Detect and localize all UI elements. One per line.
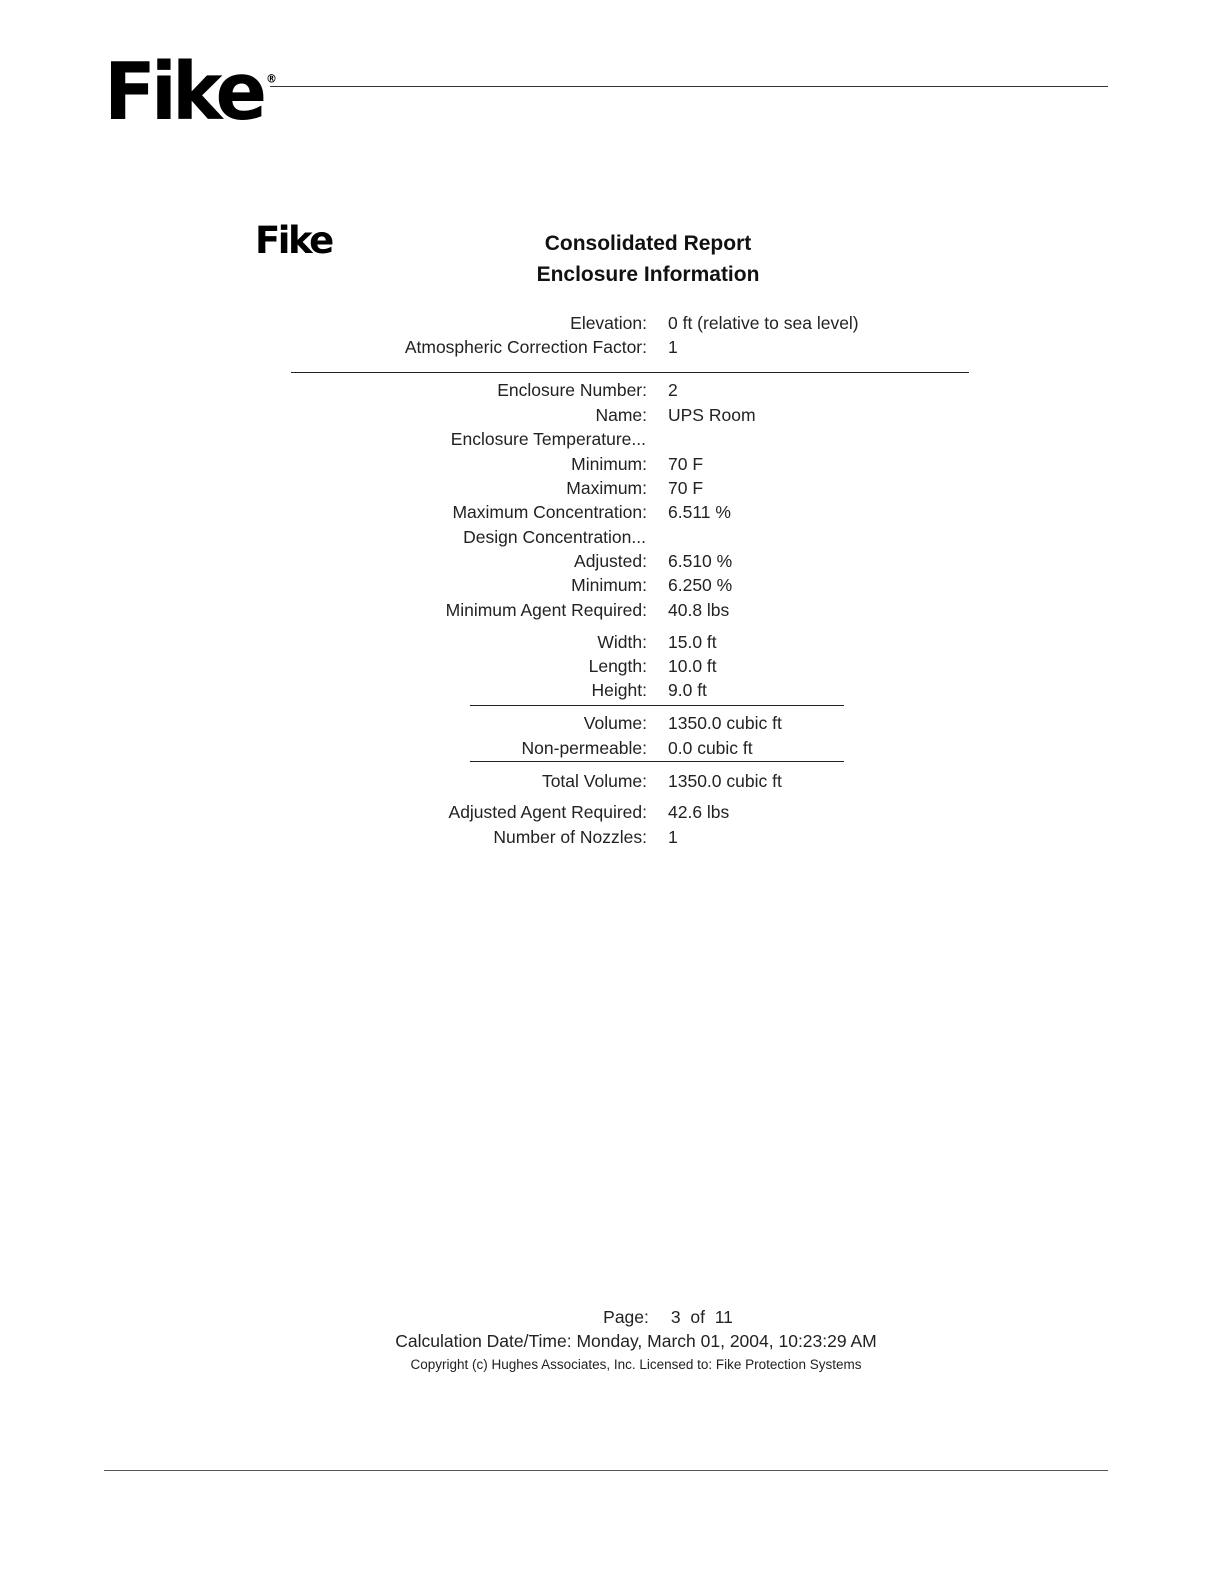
page-total: 11: [714, 1307, 733, 1327]
field-row: [0, 429, 1224, 453]
page-indicator: [56, 1307, 1224, 1328]
field-value: UPS Room: [668, 405, 756, 425]
field-value: 2: [668, 380, 678, 400]
registered-mark: ®: [266, 71, 278, 86]
field-label: Enclosure Number:: [497, 380, 647, 400]
field-label: Volume:: [583, 713, 647, 733]
field-label: Minimum:: [571, 575, 647, 595]
field-value: 42.6 lbs: [668, 802, 730, 822]
field-row: [0, 771, 1224, 795]
field-value: 6.511 %: [668, 502, 731, 522]
field-row: [0, 478, 1224, 502]
page-label: Page:: [603, 1307, 649, 1327]
header-rule: [270, 86, 1108, 87]
field-label: Non-permeable:: [521, 738, 647, 758]
page-current: 3: [670, 1307, 681, 1327]
field-row: [0, 713, 1224, 737]
field-row: [0, 738, 1224, 762]
field-label: Enclosure Temperature...: [450, 429, 646, 449]
field-label: Width:: [597, 632, 647, 652]
field-row: [0, 656, 1224, 680]
page-of: of: [690, 1307, 705, 1327]
field-row: [0, 337, 1224, 361]
subtotal-divider: [470, 705, 844, 706]
field-row: [0, 802, 1224, 826]
field-value: 1350.0 cubic ft: [668, 713, 782, 733]
field-row: [0, 454, 1224, 478]
field-value: 9.0 ft: [668, 680, 707, 700]
field-label: Length:: [588, 656, 647, 676]
field-row: [0, 380, 1224, 404]
report-subtitle: Enclosure Information: [536, 263, 760, 286]
field-row: [0, 827, 1224, 851]
calculation-datetime: Calculation Date/Time: Monday, March 01, 2004, 10:23:29 AM: [395, 1331, 877, 1351]
field-label: Name:: [595, 405, 647, 425]
total-divider: [470, 761, 844, 762]
field-label: Maximum:: [566, 478, 647, 498]
report-logo: Fike: [255, 219, 332, 262]
field-label: Total Volume:: [541, 771, 647, 791]
field-row: [0, 680, 1224, 704]
field-row: [0, 405, 1224, 429]
fike-logo: [104, 44, 278, 139]
field-label: Design Concentration...: [463, 527, 646, 547]
field-value: 0.0 cubic ft: [668, 738, 753, 758]
section-divider: [291, 372, 969, 373]
report-title: Consolidated Report: [544, 232, 752, 255]
field-row: [0, 502, 1224, 526]
field-value: 70 F: [668, 478, 704, 498]
copyright-line: Copyright (c) Hughes Associates, Inc. Licensed to: Fike Protection Systems: [410, 1357, 862, 1372]
field-row: [0, 313, 1224, 337]
field-label: Minimum:: [571, 454, 647, 474]
field-value: 1: [668, 337, 678, 357]
field-label: Maximum Concentration:: [452, 502, 647, 522]
field-row: [0, 527, 1224, 551]
field-label: Atmospheric Correction Factor:: [404, 337, 647, 357]
footer-rule: [104, 1470, 1108, 1471]
field-label: Number of Nozzles:: [493, 827, 647, 847]
field-row: [0, 632, 1224, 656]
field-value: 1: [668, 827, 678, 847]
field-row: [0, 551, 1224, 575]
field-label: Adjusted Agent Required:: [448, 802, 647, 822]
field-value: 15.0 ft: [668, 632, 717, 652]
field-value: 70 F: [668, 454, 704, 474]
field-value: 0 ft (relative to sea level): [668, 313, 859, 333]
field-value: 10.0 ft: [668, 656, 717, 676]
field-row: [0, 575, 1224, 599]
field-label: Adjusted:: [574, 551, 647, 571]
field-label: Elevation:: [570, 313, 647, 333]
field-value: 1350.0 cubic ft: [668, 771, 782, 791]
field-row: [0, 600, 1224, 624]
field-value: 40.8 lbs: [668, 600, 730, 620]
field-label: Height:: [591, 680, 647, 700]
field-value: 6.510 %: [668, 551, 733, 571]
field-label: Minimum Agent Required:: [445, 600, 647, 620]
field-value: 6.250 %: [668, 575, 733, 595]
fike-logo-text: Fike: [104, 44, 263, 139]
